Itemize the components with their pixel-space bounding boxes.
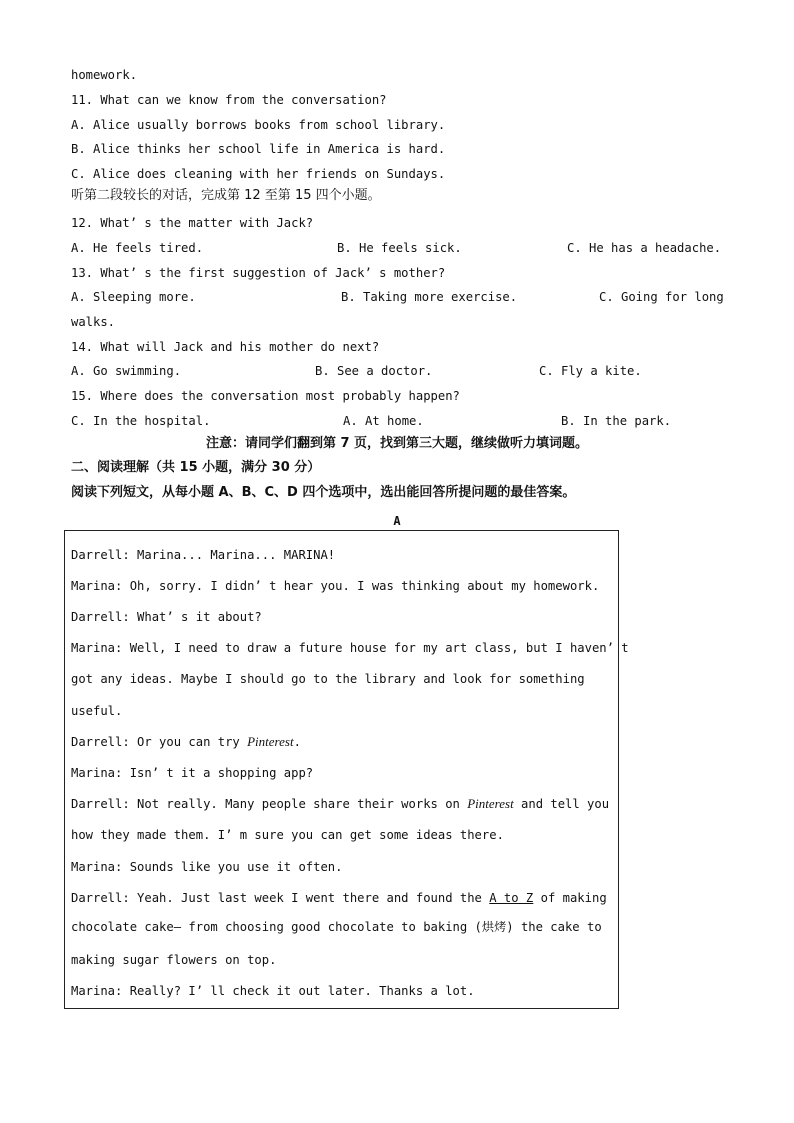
app-name: Pinterest — [247, 734, 294, 749]
question-11-option-b: B. Alice thinks her school life in America is hard. — [71, 142, 446, 156]
dialogue-line-3: Darrell: What’ s it about? — [71, 610, 262, 624]
question-14-option-a: A. Go swimming. — [71, 364, 182, 378]
question-13-option-c-continued: walks. — [71, 315, 116, 329]
section-title: 二、阅读理解（共 15 小题，满分 30 分） — [71, 460, 321, 475]
question-13-option-b: B. Taking more exercise. — [341, 290, 518, 304]
question-14-option-b: B. See a doctor. — [315, 364, 433, 378]
question-15-option-c: C. In the hospital. — [71, 414, 211, 428]
dialogue-line-9 — [71, 889, 607, 907]
passage-label: A — [393, 514, 401, 528]
question-11-option-a: A. Alice usually borrows books from school library. — [71, 118, 446, 132]
dialogue-line-10: Marina: Really? I’ ll check it out later. Thanks a lot. — [71, 984, 475, 998]
dialogue-line-9-start: Darrell: Yeah. Just last week I went there and found the — [71, 891, 490, 905]
question-12-option-c: C. He has a headache. — [567, 241, 722, 255]
dialogue-line-7 — [71, 795, 609, 813]
question-14-option-c: C. Fly a kite. — [539, 364, 642, 378]
underlined-phrase: A to Z — [489, 891, 534, 905]
dialogue-line-7-end: and tell you — [513, 797, 610, 811]
dialogue-line-5-start: Darrell: Or you can try — [71, 735, 248, 749]
dialogue-line-4a: Marina: Well, I need to draw a future house for my art class, but I haven’ t — [71, 641, 629, 655]
question-12-stem: 12. What’ s the matter with Jack? — [71, 216, 314, 230]
question-13-option-c: C. Going for long — [599, 290, 724, 304]
section-instruction: 阅读下列短文，从每小题 A、B、C、D 四个选项中，选出能回答所提问题的最佳答案。 — [71, 485, 576, 500]
dialogue-line-4c: useful. — [71, 704, 123, 718]
question-15-option-a: A. At home. — [343, 414, 424, 428]
dialogue-line-4b: got any ideas. Maybe I should go to the library and look for something — [71, 672, 585, 686]
dialogue-line-9b: chocolate cake— from choosing good chocolate to baking (烘烤) the cake to — [71, 920, 602, 934]
listening-instruction-2: 听第二段较长的对话，完成第 12 至第 15 四个小题。 — [71, 188, 381, 203]
question-15-stem: 15. Where does the conversation most probably happen? — [71, 389, 460, 403]
question-15-option-b: B. In the park. — [561, 414, 672, 428]
dialogue-line-5 — [71, 733, 301, 751]
dialogue-line-2: Marina: Oh, sorry. I didn’ t hear you. I was thinking about my homework. — [71, 579, 600, 593]
question-11-stem: 11. What can we know from the conversation? — [71, 93, 387, 107]
question-12-option-b: B. He feels sick. — [337, 241, 462, 255]
dialogue-line-7b: how they made them. I’ m sure you can get some ideas there. — [71, 828, 504, 842]
question-12-option-a: A. He feels tired. — [71, 241, 204, 255]
dialogue-line-7-start: Darrell: Not really. Many people share their works on — [71, 797, 468, 811]
dialogue-line-1: Darrell: Marina... Marina... MARINA! — [71, 548, 336, 562]
app-name-2: Pinterest — [467, 796, 514, 811]
question-13-option-a: A. Sleeping more. — [71, 290, 196, 304]
dialogue-line-9-end: of making — [533, 891, 607, 905]
dialogue-line-6: Marina: Isn’ t it a shopping app? — [71, 766, 314, 780]
dialogue-line-5-end: . — [293, 735, 301, 749]
continued-text: homework. — [71, 68, 138, 82]
dialogue-line-8: Marina: Sounds like you use it often. — [71, 860, 343, 874]
question-11-option-c: C. Alice does cleaning with her friends on Sundays. — [71, 167, 446, 181]
notice-text: 注意：请同学们翻到第 7 页，找到第三大题，继续做听力填词题。 — [205, 436, 589, 451]
dialogue-line-9c: making sugar flowers on top. — [71, 953, 277, 967]
question-14-stem: 14. What will Jack and his mother do next? — [71, 340, 380, 354]
question-13-stem: 13. What’ s the first suggestion of Jack’ s mother? — [71, 266, 446, 280]
